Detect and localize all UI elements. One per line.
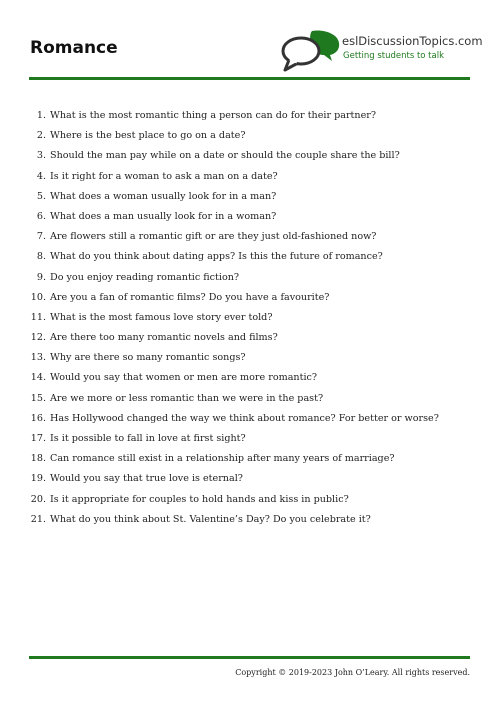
- question-text: Why are there so many romantic songs?: [50, 352, 246, 364]
- footer-divider: [29, 656, 470, 659]
- question-number: 13.: [30, 352, 46, 364]
- speech-bubbles-icon: [280, 28, 342, 74]
- question-item: [28, 106, 473, 126]
- question-text: Is it right for a woman to ask a man on a date?: [50, 170, 278, 182]
- question-text: Are there too many romantic novels and films?: [50, 332, 278, 344]
- question-number: 4.: [36, 170, 46, 182]
- question-number: 8.: [36, 251, 46, 263]
- question-item: [28, 368, 473, 388]
- question-list: [28, 106, 473, 530]
- question-number: 11.: [30, 311, 46, 323]
- question-item: [28, 126, 473, 146]
- question-item: [28, 429, 473, 449]
- question-item: [28, 328, 473, 348]
- question-text: Would you say that women or men are more romantic?: [50, 372, 318, 384]
- question-item: [28, 288, 473, 308]
- question-item: [28, 409, 473, 429]
- question-text: Are flowers still a romantic gift or are they just old-fashioned now?: [50, 231, 377, 243]
- question-item: [28, 227, 473, 247]
- question-item: [28, 449, 473, 469]
- site-logo: [280, 28, 483, 74]
- question-text: Is it possible to fall in love at first sight?: [50, 433, 246, 444]
- brand-name: eslDiscussionTopics.com: [342, 34, 483, 48]
- question-number: 7.: [36, 231, 46, 243]
- question-number: 2.: [36, 130, 46, 142]
- question-number: 3.: [36, 150, 46, 162]
- question-text: Would you say that true love is eternal?: [50, 473, 243, 485]
- question-number: 20.: [30, 493, 46, 505]
- question-text: Should the man pay while on a date or should the couple share the bill?: [50, 150, 400, 162]
- question-item: [28, 510, 473, 530]
- question-text: What does a woman usually look for in a man?: [50, 190, 277, 202]
- question-item: [28, 389, 473, 409]
- question-item: [28, 308, 473, 328]
- question-item: [28, 490, 473, 510]
- question-text: Has Hollywood changed the way we think about romance? For better or worse?: [50, 412, 439, 424]
- question-number: 18.: [30, 453, 46, 465]
- question-item: [28, 348, 473, 368]
- question-number: 15.: [30, 392, 46, 404]
- question-number: 21.: [30, 513, 46, 525]
- question-text: What does a man usually look for in a woman?: [50, 210, 277, 222]
- question-text: Where is the best place to go on a date?: [50, 130, 246, 142]
- header-divider: [29, 77, 470, 80]
- question-text: Do you enjoy reading romantic fiction?: [50, 271, 240, 283]
- question-text: Are we more or less romantic than we were in the past?: [50, 392, 324, 404]
- question-item: [28, 247, 473, 267]
- question-text: Can romance still exist in a relationship after many years of marriage?: [50, 453, 395, 465]
- copyright-notice: Copyright © 2019-2023 John O’Leary. All rights reserved.: [235, 668, 470, 677]
- question-item: [28, 167, 473, 187]
- question-number: 5.: [36, 190, 46, 202]
- page-header: [0, 0, 500, 80]
- question-text: What do you think about dating apps? Is this the future of romance?: [50, 251, 383, 263]
- question-number: 17.: [30, 433, 46, 444]
- question-text: What is the most famous love story ever told?: [50, 311, 273, 323]
- question-number: 10.: [30, 291, 46, 303]
- question-text: What is the most romantic thing a person can do for their partner?: [50, 110, 377, 121]
- question-item: [28, 146, 473, 166]
- question-number: 14.: [30, 372, 46, 384]
- question-item: [28, 207, 473, 227]
- question-text: Is it appropriate for couples to hold hands and kiss in public?: [50, 493, 349, 505]
- question-text: What do you think about St. Valentine’s Day? Do you celebrate it?: [50, 513, 371, 525]
- question-item: [28, 187, 473, 207]
- question-number: 9.: [36, 271, 46, 283]
- page-title: Romance: [30, 38, 118, 58]
- question-number: 12.: [30, 332, 46, 344]
- question-number: 16.: [30, 412, 46, 424]
- question-number: 1.: [36, 110, 46, 121]
- question-item: [28, 268, 473, 288]
- brand-tagline: Getting students to talk: [343, 51, 445, 61]
- question-item: [28, 469, 473, 489]
- question-number: 19.: [30, 473, 46, 485]
- question-text: Are you a fan of romantic films? Do you have a favourite?: [50, 291, 330, 303]
- question-number: 6.: [36, 210, 46, 222]
